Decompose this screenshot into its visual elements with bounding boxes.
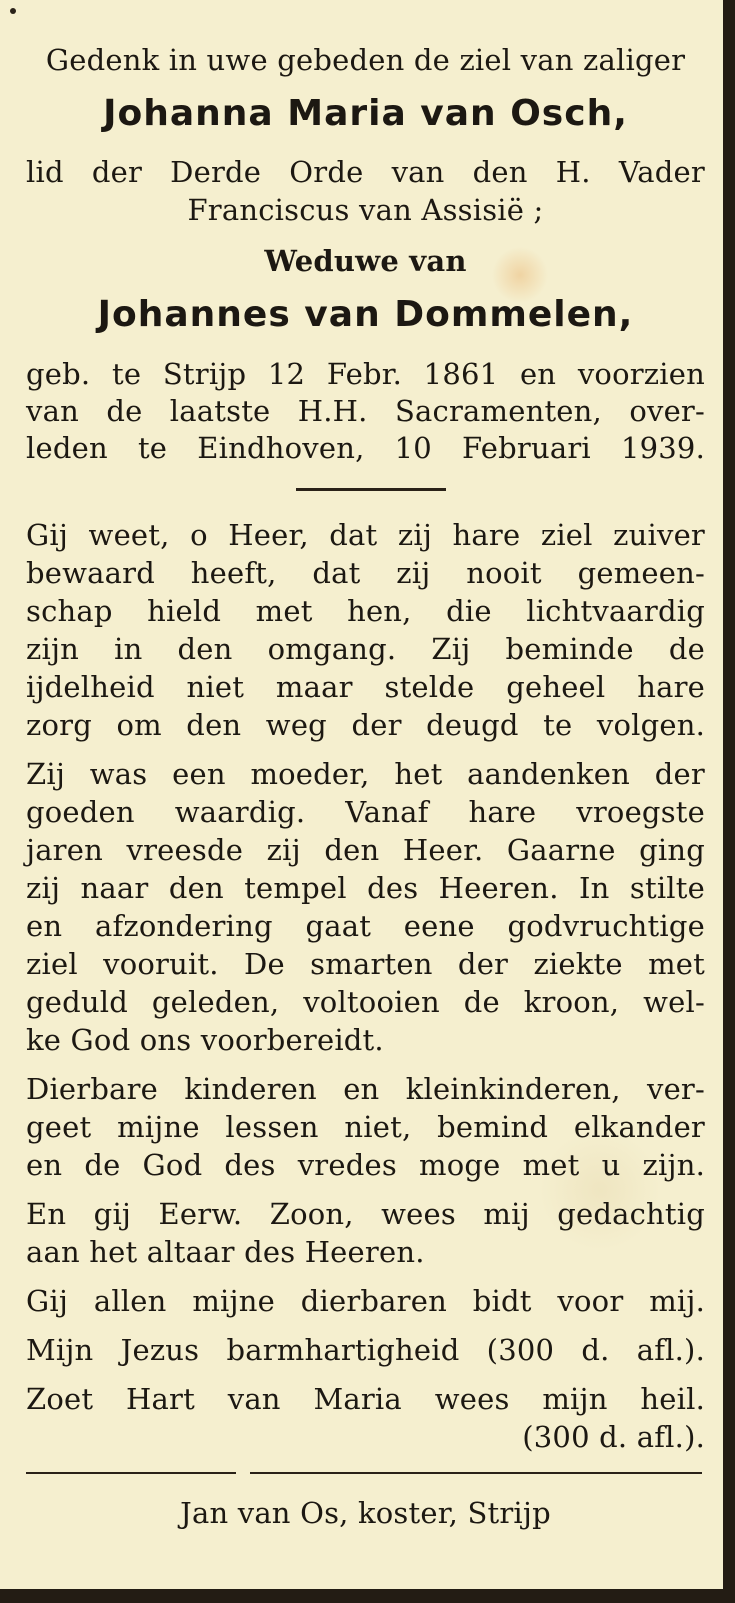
- p1-line-3: schap hield met hen, die lichtvaardig: [26, 594, 705, 628]
- p2-line-7: geduld geleden, voltooien de kroon, wel-: [26, 985, 705, 1019]
- bio-line-1: geb. te Strijp 12 Febr. 1861 en voorzien: [26, 357, 705, 391]
- husband-name: Johannes van Dommelen,: [97, 294, 634, 335]
- widow-line: Weduwe van: [264, 244, 467, 278]
- p3-line-2: geet mijne lessen niet, bemind elkander: [26, 1110, 705, 1144]
- p1-line-1: Gij weet, o Heer, dat zij hare ziel zuiver: [26, 518, 705, 552]
- prayer-line: Gij allen mijne dierbaren bidt voor mij.: [26, 1284, 705, 1318]
- p2-line-5: en afzondering gaat eene godvruchtige: [26, 909, 705, 943]
- p1-line-4: zijn in den omgang. Zij beminde de: [26, 632, 705, 666]
- p4-line-2: aan het altaar des Heeren.: [26, 1235, 425, 1269]
- indulgence-line-2-suffix: (300 d. afl.).: [522, 1420, 705, 1454]
- p4-line-1: En gij Eerw. Zoon, wees mij gedachtig: [26, 1197, 705, 1231]
- bottom-rule-left: [26, 1472, 236, 1474]
- p3-line-3: en de God des vredes moge met u zijn.: [26, 1148, 705, 1182]
- bottom-rule-right: [250, 1472, 702, 1474]
- printer-credit: Jan van Os, koster, Strijp: [180, 1496, 551, 1530]
- indulgence-line-1: Mijn Jezus barmhartigheid (300 d. afl.).: [26, 1333, 705, 1367]
- p1-line-5: ijdelheid niet maar stelde geheel hare: [26, 670, 705, 704]
- order-line-1: lid der Derde Orde van den H. Vader: [26, 155, 705, 189]
- p3-line-1: Dierbare kinderen en kleinkinderen, ver-: [26, 1072, 705, 1106]
- p2-line-2: goeden waardig. Vanaf hare vroegste: [26, 795, 705, 829]
- bio-line-2: van de laatste H.H. Sacramenten, over-: [26, 394, 705, 428]
- indulgence-line-2: Zoet Hart van Maria wees mijn heil.: [26, 1382, 705, 1416]
- bio-line-3: leden te Eindhoven, 10 Februari 1939.: [26, 431, 705, 465]
- p1-line-6: zorg om den weg der deugd te volgen.: [26, 708, 705, 742]
- p2-line-8: ke God ons voorbereidt.: [26, 1023, 384, 1057]
- deceased-name: Johanna Maria van Osch,: [103, 93, 628, 134]
- ink-dot: [10, 8, 16, 14]
- intro-line: Gedenk in uwe gebeden de ziel van zaliger: [45, 43, 686, 77]
- p2-line-1: Zij was een moeder, het aandenken der: [26, 757, 705, 791]
- p2-line-4: zij naar den tempel des Heeren. In stilte: [26, 871, 705, 905]
- order-line-2: Franciscus van Assisië ;: [187, 193, 544, 227]
- center-divider: [296, 488, 446, 491]
- p2-line-6: ziel vooruit. De smarten der ziekte met: [26, 947, 705, 981]
- p1-line-2: bewaard heeft, dat zij nooit gemeen-: [26, 556, 705, 590]
- p2-line-3: jaren vreesde zij den Heer. Gaarne ging: [26, 833, 705, 867]
